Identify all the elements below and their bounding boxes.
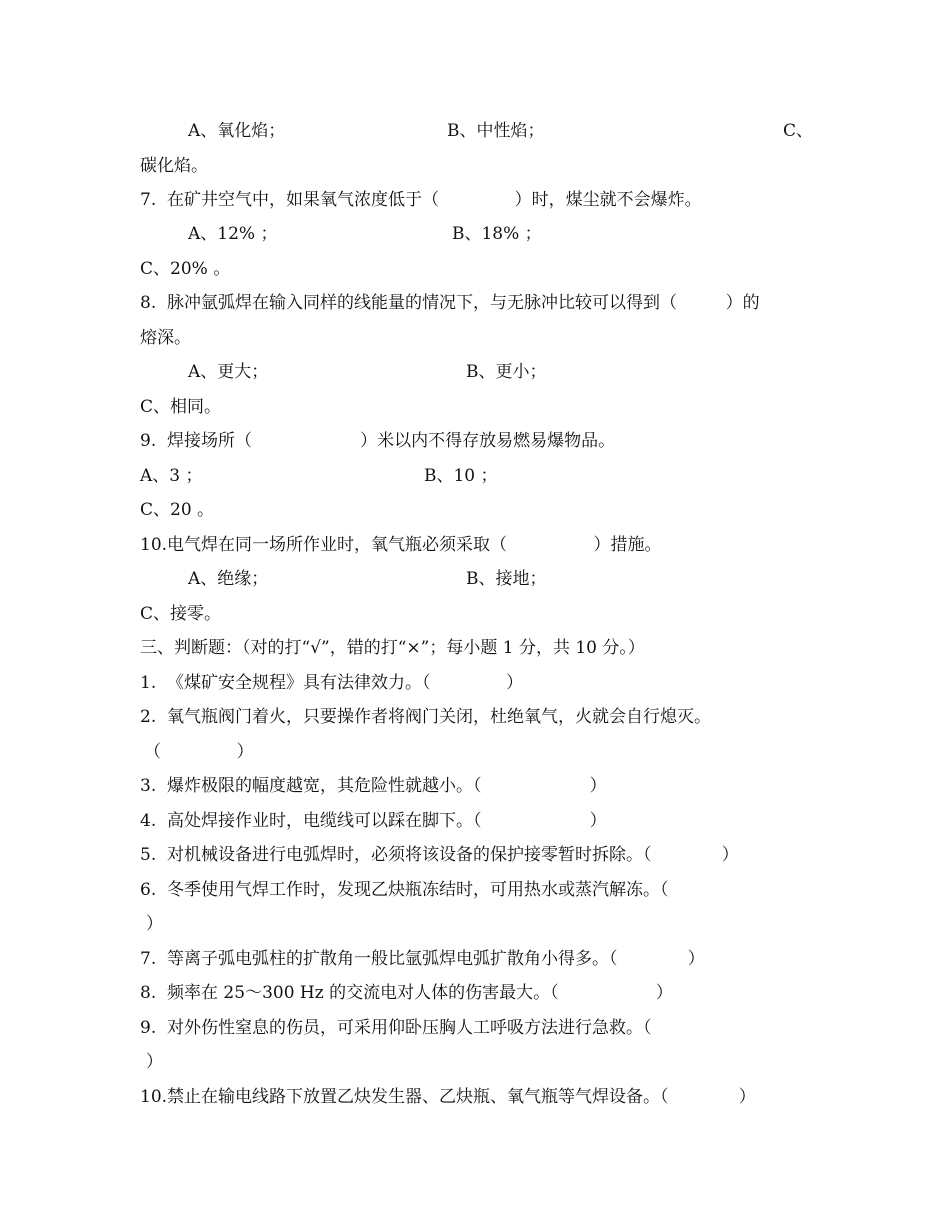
q7-option-b: B、18% ； — [452, 224, 542, 244]
q7-option-c: C、20% 。 — [140, 259, 231, 279]
q10-option-c: C、接零。 — [140, 604, 222, 624]
q6-option-c-cont: 碳化焰。 — [140, 156, 208, 176]
tf-item-7: 7. 等离子弧电弧柱的扩散角一般比氩弧焊电弧扩散角小得多。（ ） — [140, 949, 705, 969]
tf-item-8: 8. 频率在 25～300 Hz 的交流电对人体的伤害最大。（ ） — [140, 983, 673, 1003]
section3-title: 三、判断题：（对的打“√”，错的打“×”；每小题 1 分，共 10 分。） — [140, 638, 645, 658]
tf-item-3: 3. 爆炸极限的幅度越宽，其危险性就越小。（ ） — [140, 776, 607, 796]
q10-text: 10.电气焊在同一场所作业时，氧气瓶必须采取（ ）措施。 — [140, 535, 662, 555]
q6-option-c: C、 — [783, 121, 814, 141]
q7-text: 7. 在矿井空气中，如果氧气浓度低于（ ）时，煤尘就不会爆炸。 — [140, 190, 702, 210]
q6-option-a: A、氧化焰； — [188, 121, 286, 141]
q9-text: 9. 焊接场所（ ）米以内不得存放易燃易爆物品。 — [140, 431, 616, 451]
tf-item-4: 4. 高处焊接作业时，电缆线可以踩在脚下。（ ） — [140, 811, 607, 831]
q9-option-a: A、3 ； — [140, 466, 203, 486]
q7-option-a: A、12% ； — [188, 224, 278, 244]
q9-option-c: C、20 。 — [140, 500, 215, 520]
tf-item-6: 6. 冬季使用气焊工作时，发现乙炔瓶冻结时，可用热水或蒸汽解冻。（ — [140, 880, 669, 900]
tf-item-10: 10.禁止在输电线路下放置乙炔发生器、乙炔瓶、氧气瓶等气焊设备。（ ） — [140, 1087, 756, 1107]
q8-text-cont: 熔深。 — [140, 328, 191, 348]
q8-option-a: A、更大； — [188, 362, 269, 382]
q8-option-c: C、相同。 — [140, 397, 222, 417]
tf-item-2: 2. 氧气瓶阀门着火，只要操作者将阀门关闭，杜绝氧气，火就会自行熄灭。 — [140, 707, 712, 727]
q9-option-b: B、10 ； — [424, 466, 498, 486]
tf-item-9-blank: ） — [146, 1052, 163, 1072]
q10-option-a: A、绝缘； — [188, 569, 269, 589]
q10-option-b: B、接地； — [466, 569, 547, 589]
q8-option-b: B、更小； — [466, 362, 547, 382]
tf-item-2-blank: （ ） — [144, 742, 254, 762]
tf-item-6-blank: ） — [146, 914, 163, 934]
q8-text: 8. 脉冲氩弧焊在输入同样的线能量的情况下，与无脉冲比较可以得到（ ）的 — [140, 293, 760, 313]
tf-item-5: 5. 对机械设备进行电弧焊时，必须将该设备的保护接零暂时拆除。（ ） — [140, 845, 739, 865]
q6-option-b: B、中性焰； — [447, 121, 545, 141]
tf-item-1: 1. 《煤矿安全规程》具有法律效力。（ ） — [140, 673, 524, 693]
tf-item-9: 9. 对外伤性窒息的伤员，可采用仰卧压胸人工呼吸方法进行急救。（ — [140, 1018, 652, 1038]
